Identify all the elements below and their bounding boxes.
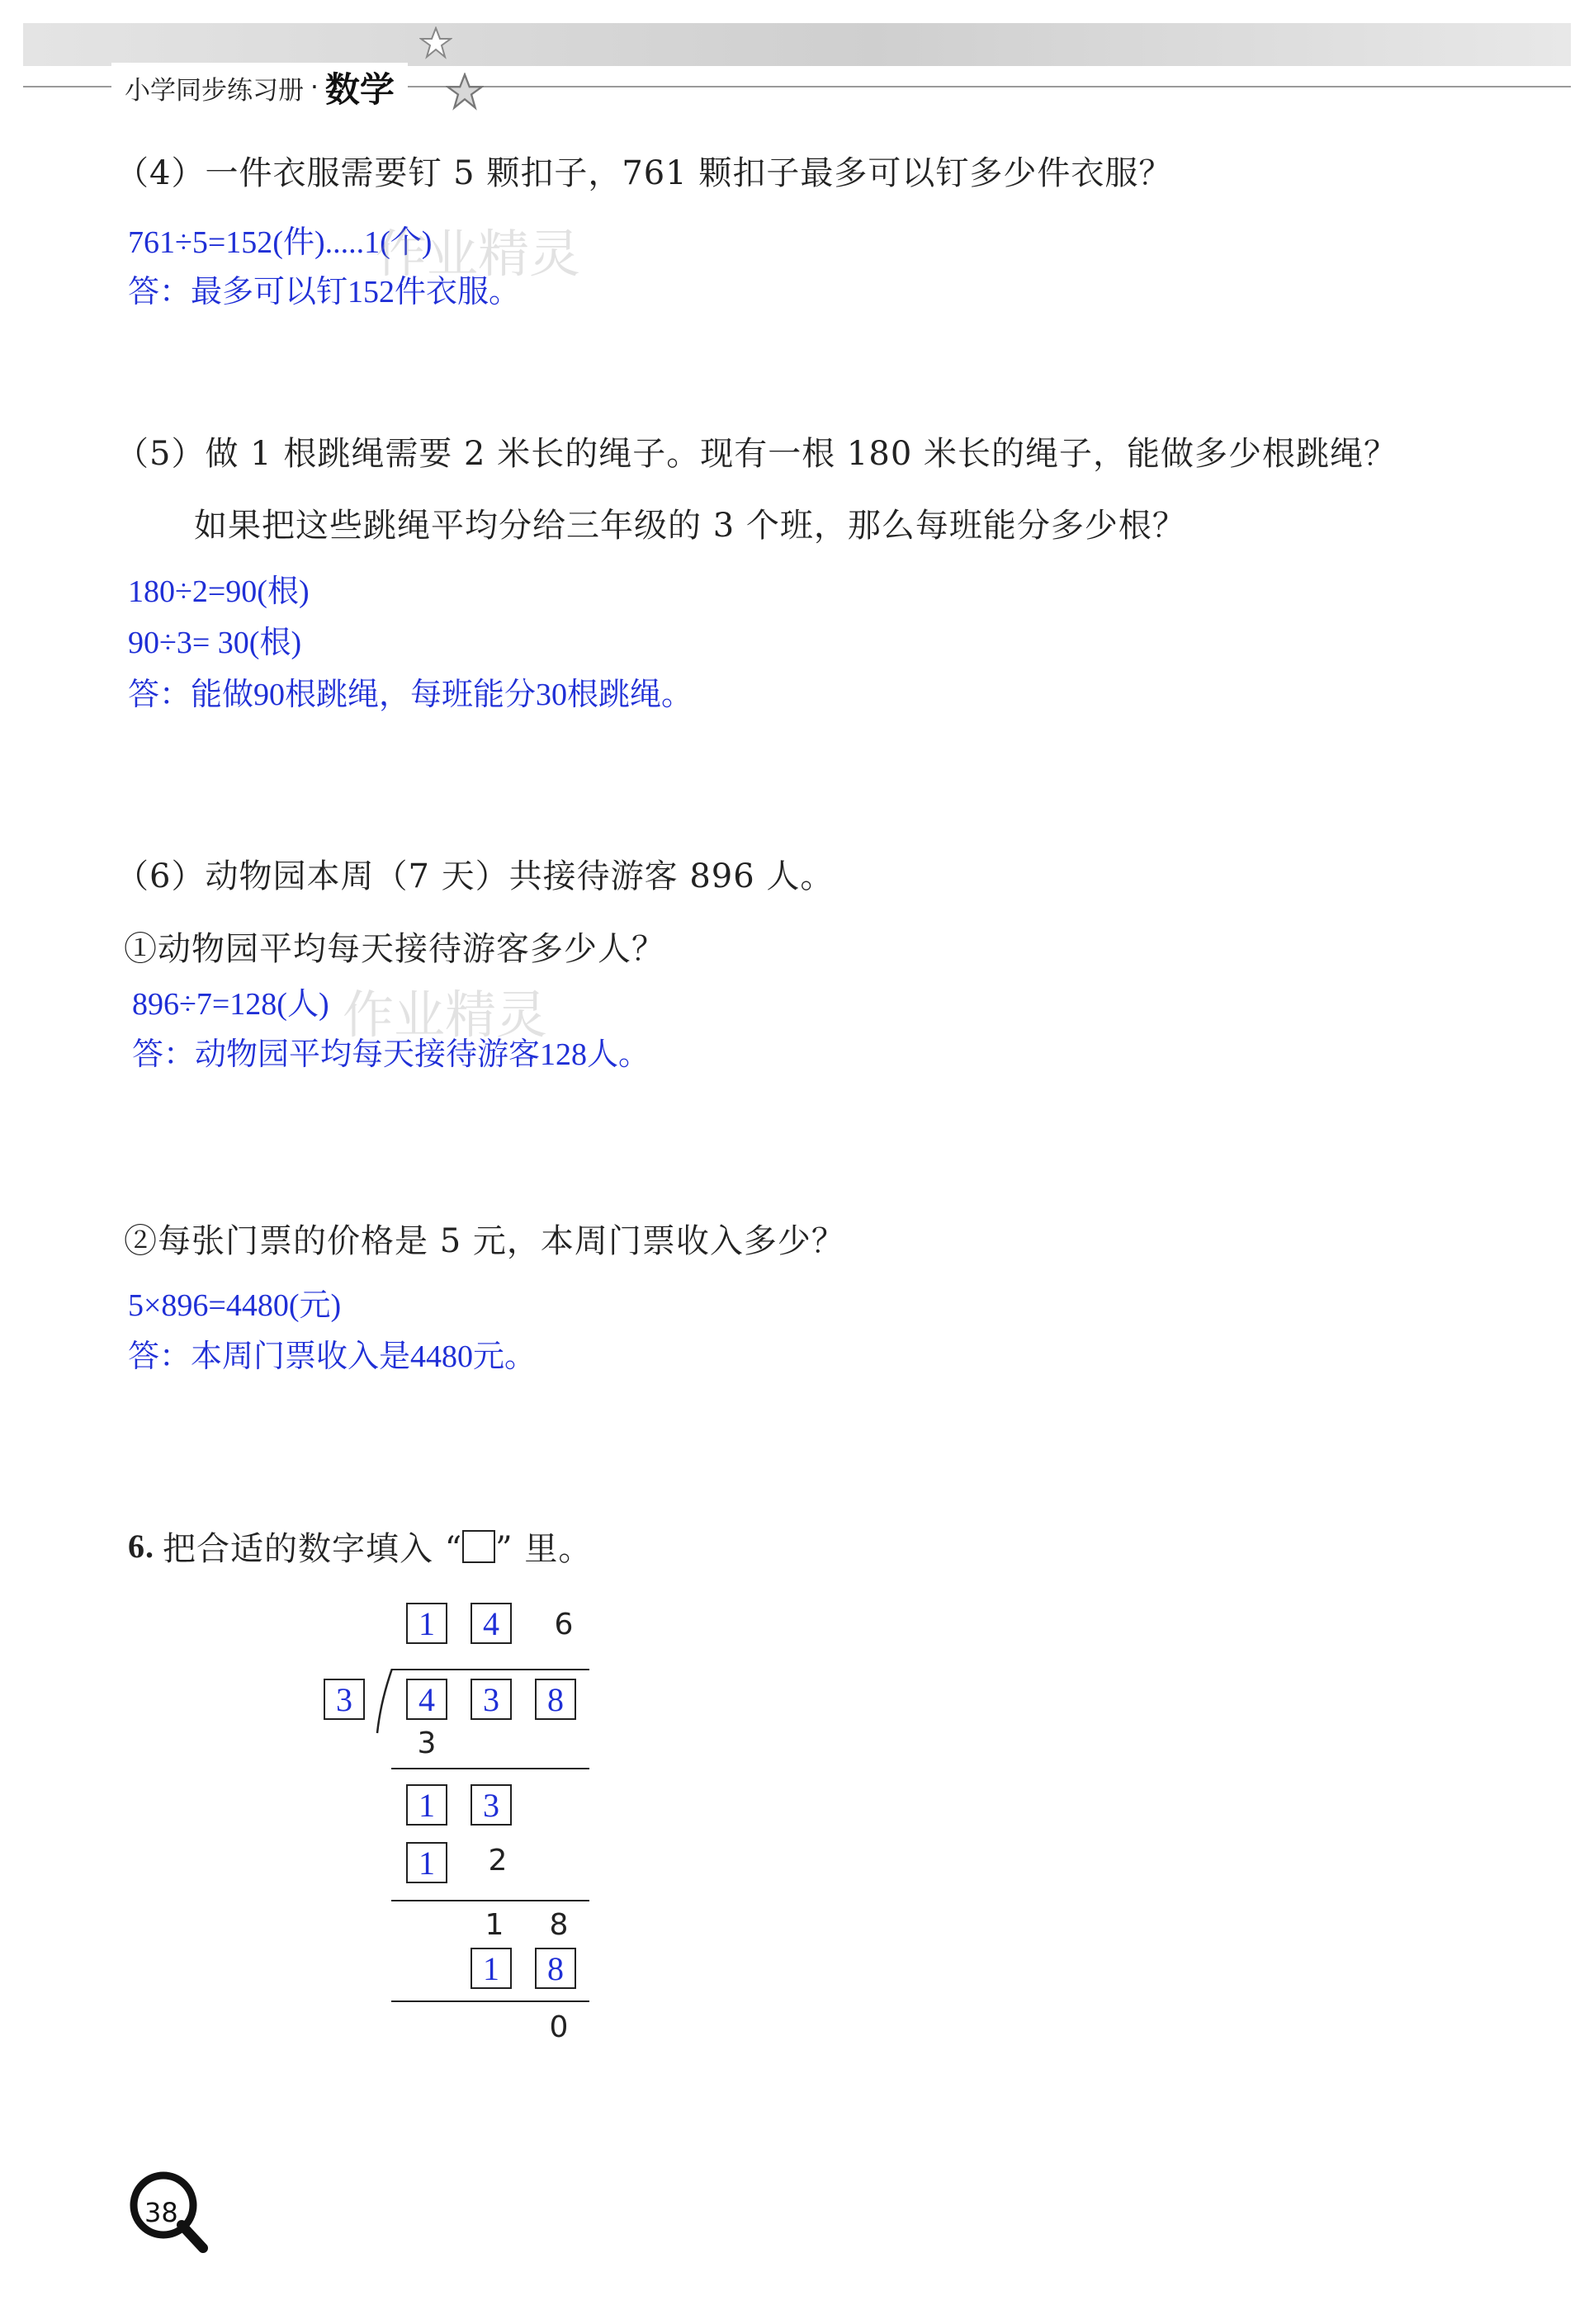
step3-digit: 2 [488,1844,508,1878]
division-bracket [376,1669,395,1735]
step5-box-2[interactable]: 8 [535,1948,576,1989]
question-6-sub2-text: ②每张门票的价格是 5 元，本周门票收入多少？ [124,1222,845,1260]
step5-rule [391,2000,589,2002]
dividend-box-3[interactable]: 8 [535,1679,576,1720]
quotient-digit: 6 [554,1608,574,1641]
question-4-answer-calc: 761÷5=152(件).....1(个) [128,225,433,260]
exercise-6-number: 6. [128,1528,154,1565]
question-5-answer-calc1: 180÷2=90(根) [128,574,310,609]
question-4-text: （4）一件衣服需要钉 5 颗扣子，761 颗扣子最多可以钉多少件衣服？ [116,154,1173,192]
question-6-sub1-answer-text: 答：动物园平均每天接待游客128人。 [132,1037,650,1072]
question-6-sub1-text: ①动物园平均每天接待游客多少人？ [124,930,665,968]
question-5-text-line2: 如果把这些跳绳平均分给三年级的 3 个班，那么每班能分多少根？ [194,507,1186,545]
step1-rule [391,1768,589,1769]
step1-digit: 3 [417,1726,437,1760]
step4-digit-2: 8 [549,1908,569,1942]
question-6-sub2-answer-calc: 5×896=4480(元) [128,1288,342,1323]
step2-box-1[interactable]: 1 [406,1784,447,1826]
remainder-digit: 0 [549,2010,569,2044]
header-series-title: 小学同步练习册 [125,75,304,106]
exercise-6-instruction-after: ” 里。 [495,1530,593,1568]
division-bar [391,1669,589,1670]
watermark: 作业精灵 [343,985,548,1045]
watermark: 作业精灵 [376,224,581,284]
exercise-6-instruction-before: 把合适的数字填入 “ [163,1530,463,1568]
question-5-answer-calc2: 90÷3= 30(根) [128,626,302,660]
page-number: 38 [144,2197,178,2228]
step2-box-2[interactable]: 3 [471,1784,512,1826]
question-6-text: （6）动物园本周（7 天）共接待游客 896 人。 [116,857,835,895]
divisor-box[interactable]: 3 [324,1679,365,1720]
question-6-sub2-answer-text: 答：本周门票收入是4480元。 [128,1339,537,1374]
header-separator: · [310,73,319,102]
quotient-box-1[interactable]: 1 [406,1603,447,1644]
step5-box-1[interactable]: 1 [471,1948,512,1989]
header-subject: 数学 [324,69,395,110]
step3-box[interactable]: 1 [406,1842,447,1883]
dividend-box-2[interactable]: 3 [471,1679,512,1720]
question-6-sub1-answer-calc: 896÷7=128(人) [132,987,329,1022]
quotient-box-2[interactable]: 4 [471,1603,512,1644]
question-5-answer-text: 答：能做90根跳绳，每班能分30根跳绳。 [128,678,693,712]
step3-rule [391,1900,589,1901]
step4-digit-1: 1 [485,1908,504,1942]
question-5-text-line1: （5）做 1 根跳绳需要 2 米长的绳子。现有一根 180 米长的绳子，能做多少根跳绳？ [116,435,1397,473]
question-4-answer-text: 答：最多可以钉152件衣服。 [128,275,521,309]
dividend-box-1[interactable]: 4 [406,1679,447,1720]
